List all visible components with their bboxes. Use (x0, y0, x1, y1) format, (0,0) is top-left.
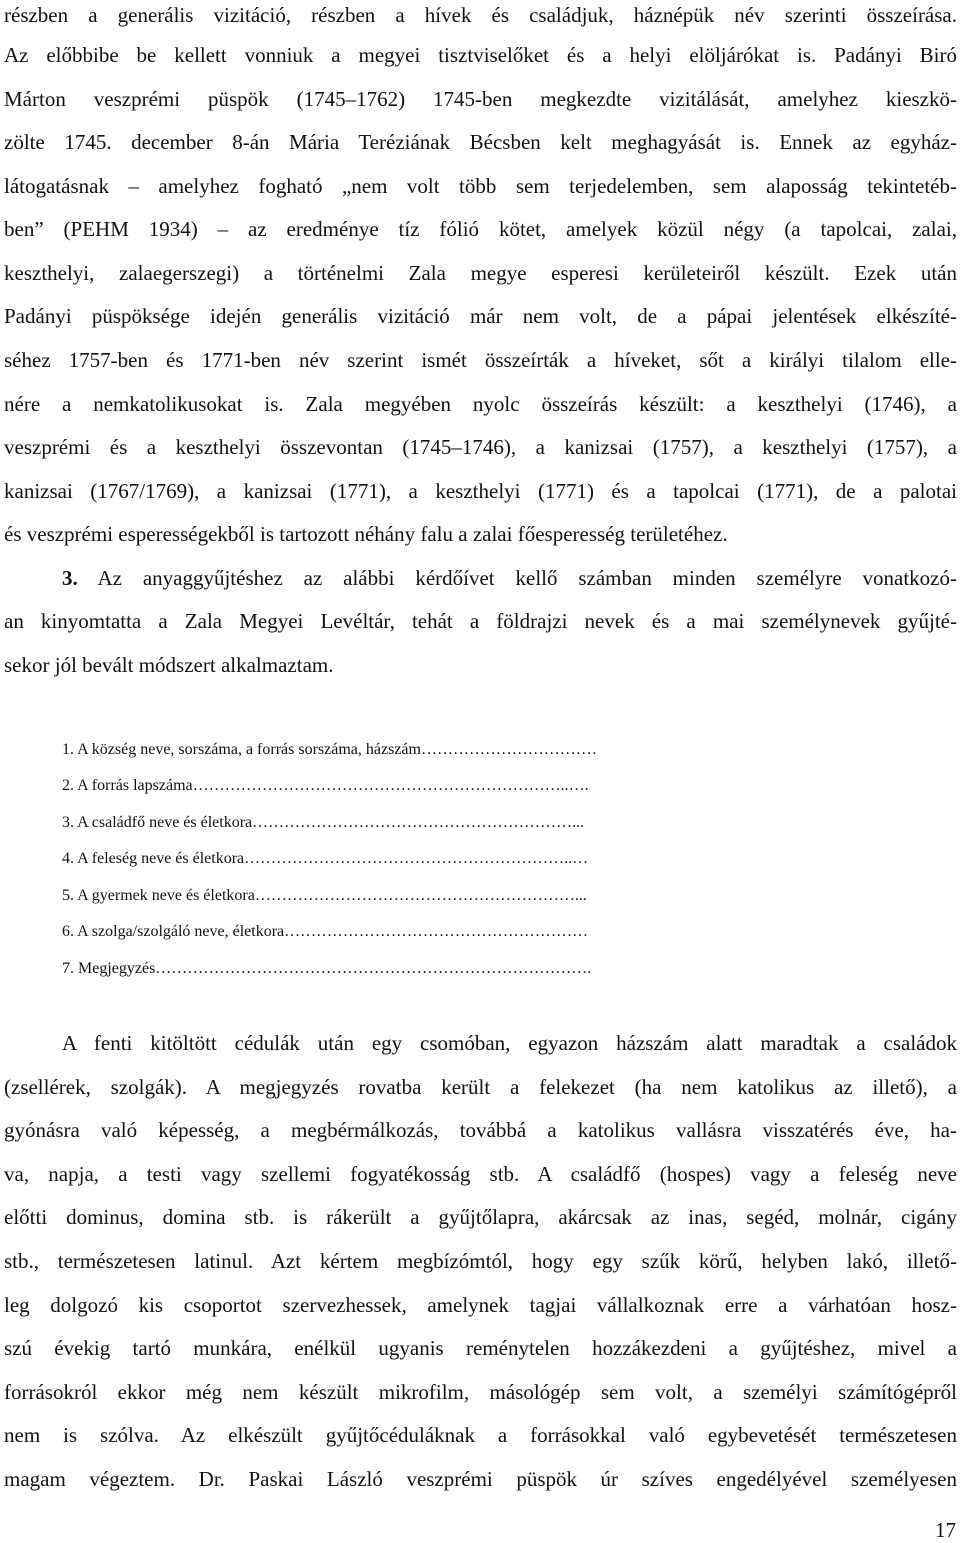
text-line: forrásokról ekkor még nem készült mikrofilm, másológép sem volt, a személyi számítógépről (4, 1380, 957, 1404)
text-line: zölte 1745. december 8-án Mária Teréziának Bécsben kelt meghagyását is. Ennek az egyház- (4, 130, 957, 154)
form-item: 3. A családfő neve és életkora……………………………………………………... (62, 814, 585, 831)
text-line: (zsellérek, szolgák). A megjegyzés rovatba került a felekezet (ha nem katolikus az illető), a (4, 1075, 957, 1099)
text-line: keszthelyi, zalaegerszegi) a történelmi Zala megye esperesi kerületeiről készült. Ezek után (4, 261, 957, 285)
text-line: szú évekig tartó munkára, enélkül ugyanis reménytelen hozzákezdeni a gyűjtéshez, mivel a (4, 1336, 957, 1360)
text-line: Az előbbibe be kellett vonniuk a megyei tisztviselőket és a helyi elöljárókat is. Padányi Biró (4, 43, 957, 67)
text-line: sekor jól bevált módszert alkalmaztam. (4, 653, 334, 677)
text-line: va, napja, a testi vagy szellemi fogyatékosság stb. A családfő (hospes) vagy a feleség neve (4, 1162, 957, 1186)
form-item: 4. A feleség neve és életkora……………………………………………………..… (62, 850, 589, 867)
text-line: előtti dominus, domina stb. is rákerült a gyűjtőlapra, akárcsak az inas, segéd, molnár, cigány (4, 1205, 957, 1229)
text-line: veszprémi és a keszthelyi összevontan (1745–1746), a kanizsai (1757), a keszthelyi (1757), a (4, 435, 957, 459)
text-line: nére a nemkatolikusokat is. Zala megyében nyolc összeírás készült: a keszthelyi (1746), a (4, 392, 957, 416)
numbered-line (62, 563, 957, 593)
form-item: 1. A község neve, sorszáma, a forrás sorszáma, házszám…………………………… (62, 741, 597, 758)
form-item: 6. A szolga/szolgáló neve, életkora………………………………………………… (62, 923, 589, 940)
text-line: nem is szólva. Az elkészült gyűjtőcéduláknak a forrásokkal való egybevetését természetesen (4, 1423, 957, 1447)
text-line: A fenti kitöltött cédulák után egy csomóban, egyazon házszám alatt maradtak a családok (62, 1031, 957, 1055)
text-line: kanizsai (1767/1769), a kanizsai (1771), a keszthelyi (1771) és a tapolcai (1771), de a palotai (4, 479, 957, 503)
text-segment: Az anyaggyűjtéshez az alábbi kérdőívet kellő számban minden személyre vonatkozó- (97, 566, 957, 590)
form-item: 5. A gyermek neve és életkora……………………………………………………... (62, 887, 587, 904)
form-item: 2. A forrás lapszáma……………………………………………………………..…. (62, 777, 589, 794)
text-line: an kinyomtatta a Zala Megyei Levéltár, tehát a földrajzi nevek és a mai személynevek gyűjté- (4, 609, 957, 633)
text-line: leg dolgozó kis csoportot szervezhessek, amelynek tagjai vállalkoznak erre a várhatóan hosz- (4, 1293, 957, 1317)
text-line: látogatásnak – amelyhez fogható „nem volt több sem terjedelemben, sem alaposság tekintetéb- (4, 174, 957, 198)
text-line: séhez 1757-ben és 1771-ben név szerint ismét összeírták a híveket, sőt a királyi tilalom elle- (4, 348, 957, 372)
text-line: gyónásra való képesség, a megbérmálkozás, továbbá a katolikus vallásra visszatérés éve, ha- (4, 1118, 957, 1142)
text-line: magam végeztem. Dr. Paskai László veszprémi püspök úr szíves engedélyével személyesen (4, 1467, 957, 1491)
page-number: 17 (935, 1518, 956, 1542)
form-item: 7. Megjegyzés………………………………………………………………………. (62, 960, 592, 977)
text-line: Márton veszprémi püspök (1745–1762) 1745-ben megkezdte vizitálását, amelyhez kieszkö- (4, 87, 957, 111)
text-line: és veszprémi esperességekből is tartozott néhány falu a zalai főesperesség területéhez. (4, 522, 728, 546)
text-line: részben a generális vizitáció, részben a hívek és családjuk, háznépük név szerinti összeírása. (4, 3, 957, 27)
section-number: 3. (62, 566, 78, 590)
text-line: Padányi püspöksége idején generális vizitáció már nem volt, de a pápai jelentések elkészíté- (4, 304, 957, 328)
text-line: ben” (PEHM 1934) – az eredménye tíz fólió kötet, amelyek közül négy (a tapolcai, zalai, (4, 217, 957, 241)
text-line: stb., természetesen latinul. Azt kértem megbízómtól, hogy egy szűk körű, helyben lakó, illető- (4, 1249, 957, 1273)
